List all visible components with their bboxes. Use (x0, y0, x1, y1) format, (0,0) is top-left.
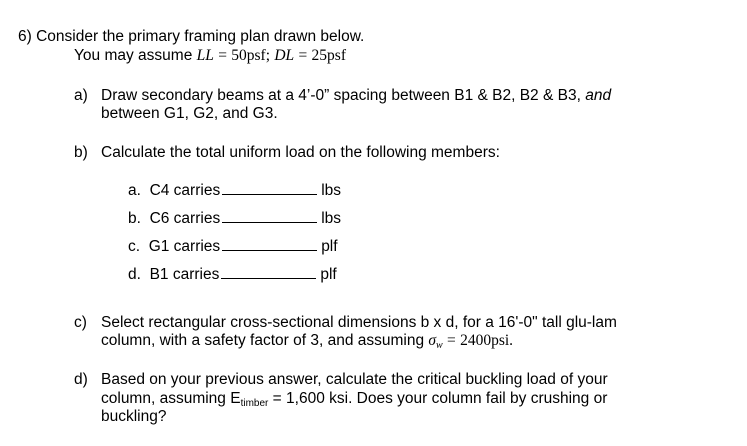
list-item (128, 208, 341, 229)
part-c-label: c) (74, 314, 87, 331)
item-unit: lbs (321, 182, 342, 199)
item-label: c. (128, 238, 141, 255)
part-c-line1: Select rectangular cross-sectional dimensions b x d, for a 16'-0" tall glu-lam (101, 314, 617, 331)
list-item (128, 264, 337, 285)
part-a-label: a) (74, 87, 88, 104)
item-unit: plf (320, 266, 337, 283)
item-text: C4 carries (149, 182, 221, 199)
answer-blank[interactable] (222, 208, 317, 223)
question-intro: Consider the primary framing plan drawn below. (36, 28, 365, 45)
item-label: b. (128, 210, 141, 227)
dl-equals: = (298, 47, 308, 64)
part-d-line3: buckling? (101, 408, 167, 425)
sigma-symbol: $\sigma_w$ (428, 332, 443, 351)
part-b-label: b) (74, 144, 88, 161)
item-label: d. (128, 266, 141, 283)
dl-symbol: DL (274, 47, 295, 64)
dl-value: 25psf (311, 47, 346, 64)
item-label: a. (128, 182, 141, 199)
part-c-text: column, with a safety factor of 3, and assuming (101, 332, 425, 349)
ll-equals: = (218, 47, 227, 64)
item-text: B1 carries (149, 266, 220, 283)
sigma-value: 2400psi. (460, 332, 514, 349)
item-text: C6 carries (149, 210, 221, 227)
part-a-italic: and (585, 87, 612, 104)
sigma-equals: = (447, 332, 456, 349)
answer-blank[interactable] (221, 264, 316, 279)
e-subscript: timber (240, 398, 269, 409)
part-d-line1: Based on your previous answer, calculate the critical buckling load of your (101, 371, 608, 388)
assumption-line (74, 46, 346, 66)
part-d-text: column, assuming E (101, 390, 241, 407)
part-b-text: Calculate the total uniform load on the following members: (101, 144, 500, 161)
item-unit: lbs (321, 210, 342, 227)
part-c-line2 (101, 331, 513, 356)
question-header (18, 27, 364, 47)
item-unit: plf (321, 238, 338, 255)
part-a-line2: between G1, G2, and G3. (101, 105, 278, 122)
item-text: G1 carries (148, 238, 221, 255)
answer-blank[interactable] (222, 236, 317, 251)
part-d-line2 (101, 389, 607, 414)
part-d-label: d) (74, 371, 88, 388)
assume-prefix: You may assume (74, 47, 193, 64)
part-a-text: Draw secondary beams at a 4’-0” spacing between B1 & B2, B2 & B3, (101, 87, 581, 104)
ll-value: 50psf; (231, 47, 271, 64)
list-item (128, 236, 338, 257)
list-item (128, 180, 341, 201)
part-a-line1 (101, 86, 611, 106)
part-d-suffix: = 1,600 ksi. Does your column fail by crushing or (272, 390, 608, 407)
answer-blank[interactable] (222, 180, 317, 195)
ll-symbol: LL (196, 47, 214, 64)
question-number: 6) (18, 28, 32, 45)
